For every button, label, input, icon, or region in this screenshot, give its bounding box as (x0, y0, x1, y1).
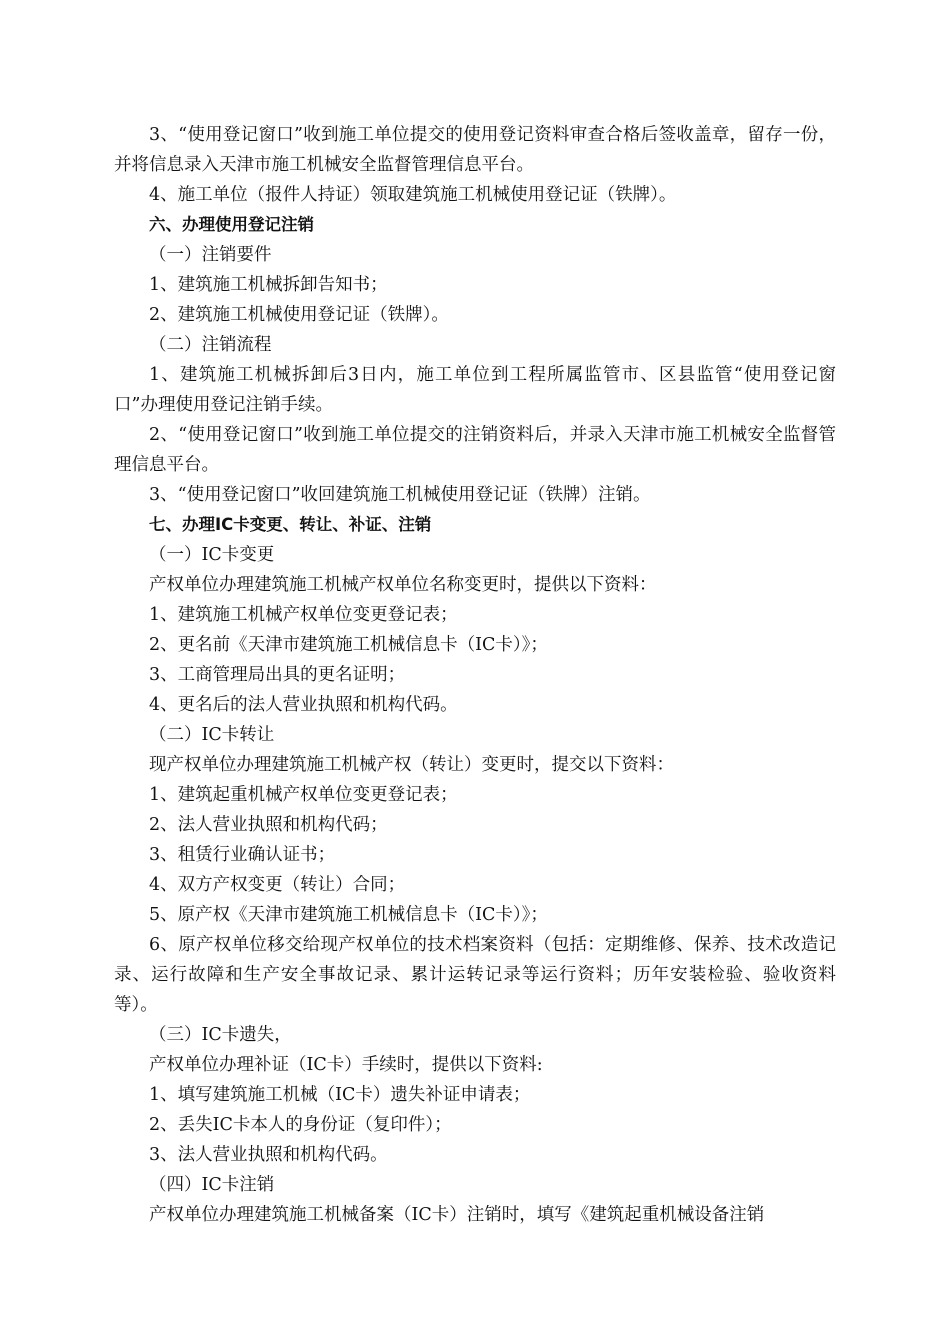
list-item: 1、建筑施工机械拆卸告知书； (149, 275, 388, 295)
list-item: 4、双方产权变更（转让）合同； (149, 875, 406, 895)
list-item: 3、“使用登记窗口”收回建筑施工机械使用登记证（铁牌）注销。 (149, 485, 651, 505)
paragraph: 产权单位办理建筑施工机械备案（IC卡）注销时，填写《建筑起重机械设备注销 (149, 1205, 765, 1225)
list-item: 3、法人营业执照和机构代码。 (149, 1145, 388, 1165)
subsection-heading: （一）IC卡变更 (149, 545, 275, 565)
list-item: 6、原产权单位移交给现产权单位的技术档案资料（包括：定期维修、保养、技术改造记录、运行故障和生产安全事故记录、累计运转记录等运行资料；历年安装检验、验收资料等）。 (114, 935, 836, 1015)
list-item: 3、租赁行业确认证书； (149, 845, 336, 865)
paragraph: 3、“使用登记窗口”收到施工单位提交的使用登记资料审查合格后签收盖章，留存一份，并将信息录入天津市施工机械安全监督管理信息平台。 (114, 125, 836, 175)
subsection-heading: （二）IC卡转让 (149, 725, 275, 745)
list-item: 2、建筑施工机械使用登记证（铁牌）。 (149, 305, 449, 325)
paragraph: 现产权单位办理建筑施工机械产权（转让）变更时，提交以下资料： (149, 755, 674, 775)
list-item: 3、工商管理局出具的更名证明； (149, 665, 406, 685)
list-item: 2、法人营业执照和机构代码； (149, 815, 388, 835)
list-item: 1、建筑施工机械产权单位变更登记表； (149, 605, 458, 625)
document-body (114, 120, 836, 1230)
paragraph: 产权单位办理补证（IC卡）手续时，提供以下资料: (149, 1055, 543, 1075)
list-item: 2、丢失IC卡本人的身份证（复印件）； (149, 1115, 452, 1135)
list-item: 2、“使用登记窗口”收到施工单位提交的注销资料后，并录入天津市施工机械安全监督管理信息平台。 (114, 425, 836, 475)
subsection-heading: （一）注销要件 (149, 245, 272, 265)
subsection-heading: （三）IC卡遗失， (149, 1025, 292, 1045)
section-heading: 七、办理IC卡变更、转让、补证、注销 (149, 515, 432, 534)
list-item: 1、建筑起重机械产权单位变更登记表； (149, 785, 458, 805)
paragraph: 产权单位办理建筑施工机械产权单位名称变更时，提供以下资料： (149, 575, 657, 595)
list-item: 1、填写建筑施工机械（IC卡）遗失补证申请表； (149, 1085, 531, 1105)
section-heading: 六、办理使用登记注销 (149, 215, 314, 234)
list-item: 1、建筑施工机械拆卸后3日内，施工单位到工程所属监管市、区县监管“使用登记窗口”办理使用登记注销手续。 (114, 365, 836, 415)
list-item: 5、原产权《天津市建筑施工机械信息卡（IC卡）》； (149, 905, 548, 925)
subsection-heading: （二）注销流程 (149, 335, 272, 355)
subsection-heading: （四）IC卡注销 (149, 1175, 275, 1195)
list-item: 2、更名前《天津市建筑施工机械信息卡（IC卡）》； (149, 635, 548, 655)
list-item: 4、更名后的法人营业执照和机构代码。 (149, 695, 458, 715)
paragraph: 4、施工单位（报件人持证）领取建筑施工机械使用登记证（铁牌）。 (149, 185, 677, 205)
